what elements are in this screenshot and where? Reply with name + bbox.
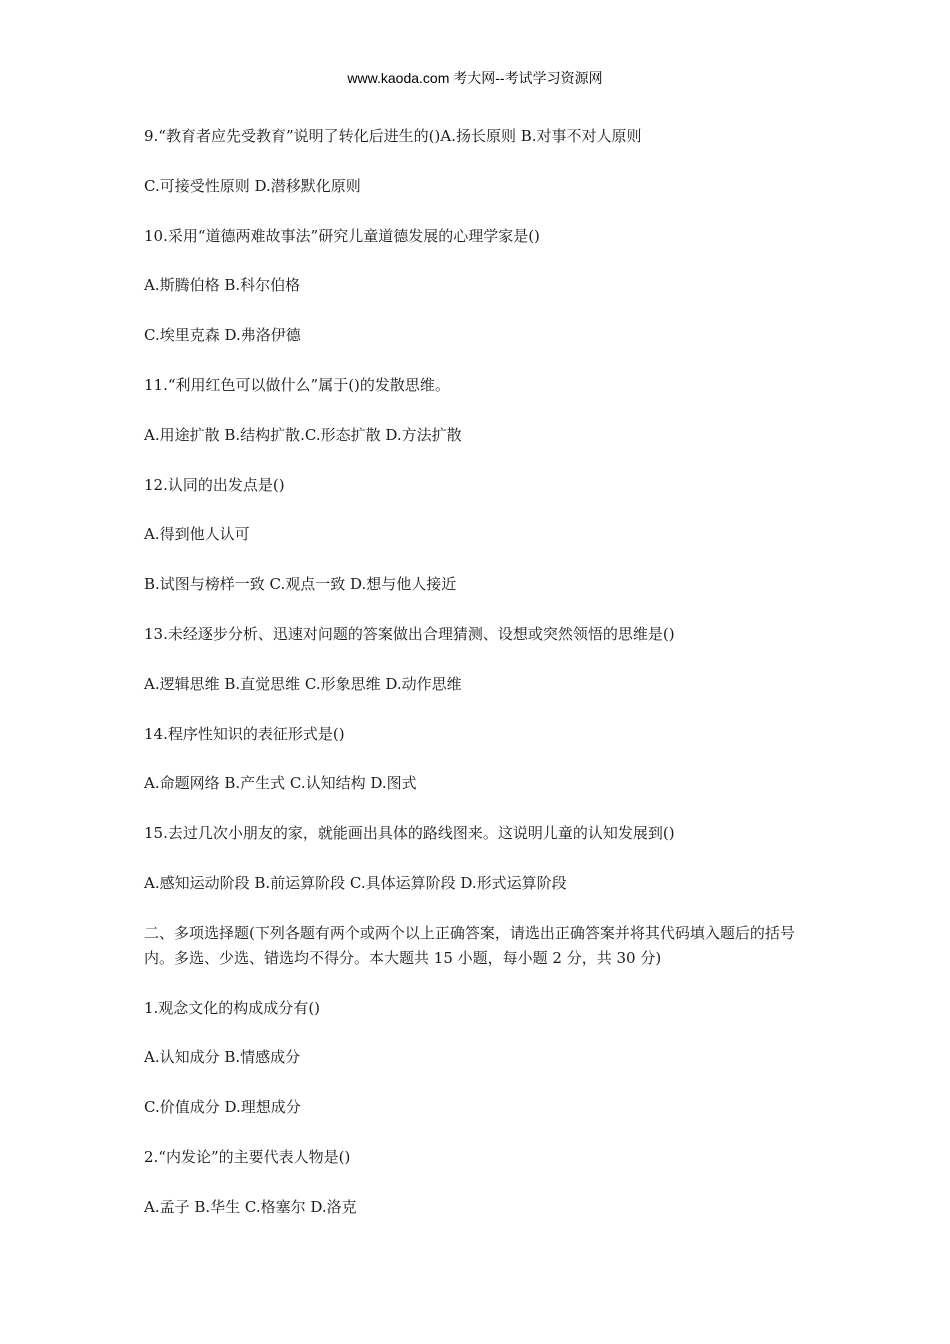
page-header: www.kaoda.com 考大网--考试学习资源网 xyxy=(347,70,603,86)
question-12-options-bcd: B.试图与榜样一致 C.观点一致 D.想与他人接近 xyxy=(144,575,457,594)
document-body xyxy=(144,124,824,1245)
mc-question-1: 1.观念文化的构成成分有() xyxy=(144,998,321,1017)
question-13: 13.未经逐步分析、迅速对问题的答案做出合理猜测、设想或突然领悟的思维是() xyxy=(144,624,675,643)
question-13-options: A.逻辑思维 B.直觉思维 C.形象思维 D.动作思维 xyxy=(144,674,462,693)
question-12: 12.认同的出发点是() xyxy=(144,475,285,494)
question-9-options: C.可接受性原则 D.潜移默化原则 xyxy=(144,176,361,195)
question-15-options: A.感知运动阶段 B.前运算阶段 C.具体运算阶段 D.形式运算阶段 xyxy=(144,873,567,892)
question-14: 14.程序性知识的表征形式是() xyxy=(144,724,345,743)
question-10-options-ab: A.斯腾伯格 B.科尔伯格 xyxy=(144,276,301,295)
question-10-options-cd: C.埃里克森 D.弗洛伊德 xyxy=(144,326,301,345)
question-10: 10.采用“道德两难故事法”研究儿童道德发展的心理学家是() xyxy=(144,226,540,245)
question-14-options: A.命题网络 B.产生式 C.认知结构 D.图式 xyxy=(144,774,417,793)
question-11: 11.“利用红色可以做什么”属于()的发散思维。 xyxy=(144,375,450,394)
section-heading-multiple-choice: 二、多项选择题(下列各题有两个或两个以上正确答案，请选出正确答案并将其代码填入题后的括号内。多选、少选、错选均不得分。本大题共 15 小题，每小题 2 分，共 30 分) xyxy=(144,923,795,967)
question-15: 15.去过几次小朋友的家，就能画出具体的路线图来。这说明儿童的认知发展到() xyxy=(144,824,675,843)
question-9: 9.“教育者应先受教育”说明了转化后进生的()A.扬长原则 B.对事不对人原则 xyxy=(144,127,642,145)
mc-question-2-options: A.孟子 B.华生 C.格塞尔 D.洛克 xyxy=(144,1197,357,1216)
question-11-options: A.用途扩散 B.结构扩散.C.形态扩散 D.方法扩散 xyxy=(144,425,462,444)
mc-question-1-options-ab: A.认知成分 B.情感成分 xyxy=(144,1048,301,1067)
question-12-option-a: A.得到他人认可 xyxy=(144,525,250,544)
mc-question-2: 2.“内发论”的主要代表人物是() xyxy=(144,1147,351,1166)
mc-question-1-options-cd: C.价值成分 D.理想成分 xyxy=(144,1098,301,1117)
